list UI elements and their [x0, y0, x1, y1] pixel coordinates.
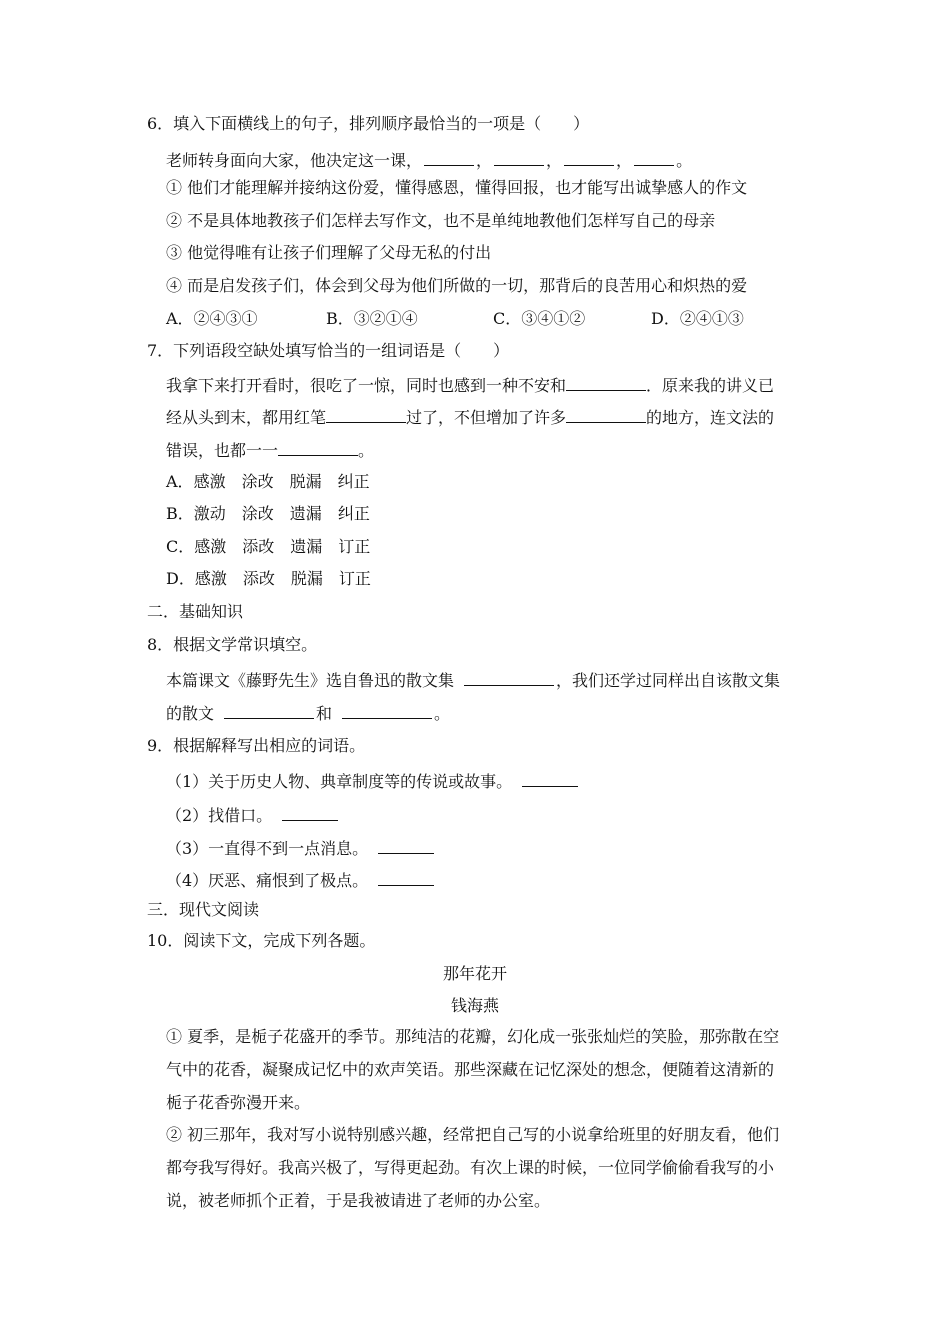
q6-blank-4	[634, 149, 674, 166]
q7-text: 过了，不但增加了许多	[406, 408, 567, 427]
article-para-2-line-3: 说，被老师抓个正着，于是我被请进了老师的办公室。	[166, 1191, 551, 1210]
option-word: 激动	[193, 504, 226, 523]
q6-lead-line	[166, 149, 692, 172]
q7-text: 。	[358, 441, 375, 460]
q9-item-text: （2）找借口。	[166, 806, 273, 825]
article-para-1-line-3: 栀子花香弥漫开来。	[166, 1093, 311, 1112]
option-word: 遗漏	[290, 537, 323, 556]
q6-option-c[interactable]: C．③④①②	[493, 309, 586, 328]
q7-blank-3	[566, 406, 646, 423]
q6-blank-2	[494, 149, 544, 166]
q6-stem: 6．填入下面横线上的句子，排列顺序最恰当的一项是（ ）	[147, 114, 590, 133]
q9-blank-3	[378, 837, 434, 854]
q7-option-a[interactable]	[166, 471, 370, 493]
q9-stem: 9．根据解释写出相应的词语。	[147, 736, 366, 755]
option-word: 感激	[193, 472, 226, 491]
q8-text: ，我们还学过同样出自该散文集	[556, 671, 781, 690]
q9-item-1	[166, 770, 580, 793]
q7-stem: 7．下列语段空缺处填写恰当的一组词语是（ ）	[147, 341, 510, 360]
q9-item-4	[166, 869, 436, 892]
q8-line-2	[166, 702, 450, 725]
q9-item-text: （1）关于历史人物、典章制度等的传说或故事。	[166, 772, 513, 791]
article-para-1-line-1: ① 夏季，是栀子花盛开的季节。那纯洁的花瓣，幻化成一张张灿烂的笑脸，那弥散在空	[166, 1027, 780, 1046]
article-para-1-line-2: 气中的花香，凝聚成记忆中的欢声笑语。那些深藏在记忆深处的想念，便随着这清新的	[166, 1060, 775, 1079]
option-word: 订正	[338, 569, 371, 588]
q10-stem: 10．阅读下文，完成下列各题。	[147, 931, 376, 950]
q7-option-d[interactable]	[166, 568, 371, 590]
q8-text: 本篇课文《藤野先生》选自鲁迅的散文集	[166, 671, 455, 690]
q7-blank-1	[566, 374, 646, 391]
q7-option-c[interactable]	[166, 536, 370, 558]
option-letter: D．	[166, 569, 195, 588]
option-letter: C．	[166, 537, 195, 556]
option-word: 脱漏	[289, 472, 322, 491]
q7-option-b[interactable]	[166, 503, 370, 525]
q6-item-2: ② 不是具体地教孩子们怎样去写作文，也不是单纯地教他们怎样写自己的母亲	[166, 211, 716, 230]
q6-sep: ，	[476, 151, 493, 170]
q6-lead: 老师转身面向大家，他决定这一课，	[166, 151, 423, 170]
q7-passage-line-2	[166, 406, 774, 429]
q6-options	[166, 308, 744, 330]
option-word: 纠正	[337, 504, 370, 523]
q6-option-a[interactable]: A．②④③①	[166, 309, 258, 328]
option-word: 添改	[242, 537, 275, 556]
q9-item-3	[166, 837, 436, 860]
q8-blank-2	[224, 702, 314, 719]
article-author: 钱海燕	[450, 996, 499, 1015]
section-heading-2: 二．基础知识	[147, 602, 244, 621]
q9-item-text: （4）厌恶、痛恨到了极点。	[166, 871, 369, 890]
q6-sep: ，	[546, 151, 563, 170]
q9-blank-4	[378, 869, 434, 886]
option-letter: B．	[166, 504, 194, 523]
option-word: 脱漏	[290, 569, 323, 588]
option-word: 遗漏	[289, 504, 322, 523]
q7-text: 经从头到末，都用红笔	[166, 408, 327, 427]
q7-text: 的地方，连文法的	[646, 408, 775, 427]
q8-text: 的散文	[166, 704, 215, 723]
q7-blank-2	[326, 406, 406, 423]
section-heading-3: 三．现代文阅读	[147, 900, 260, 919]
q6-item-1: ① 他们才能理解并接纳这份爱，懂得感恩，懂得回报，也才能写出诚挚感人的作文	[166, 178, 748, 197]
article-para-2-line-2: 都夸我写得好。我高兴极了，写得更起劲。有次上课的时候，一位同学偷偷看我写的小	[166, 1158, 775, 1177]
q8-text: 。	[434, 704, 451, 723]
q8-blank-3	[342, 702, 432, 719]
option-word: 感激	[194, 569, 227, 588]
option-word: 纠正	[337, 472, 370, 491]
q7-text: 我拿下来打开看时，很吃了一惊，同时也感到一种不安和	[166, 376, 567, 395]
option-word: 订正	[338, 537, 371, 556]
q6-end: 。	[676, 151, 693, 170]
option-word: 涂改	[241, 472, 274, 491]
q8-text: 和	[316, 704, 333, 723]
q7-text: ．原来我的讲义已	[646, 376, 775, 395]
q7-text: 错误，也都一一	[166, 441, 279, 460]
q7-blank-4	[278, 439, 358, 456]
q7-passage-line-1	[166, 374, 774, 397]
q6-blank-3	[564, 149, 614, 166]
q8-line-1	[166, 669, 780, 692]
option-letter: A．	[166, 472, 194, 491]
q6-sep: ，	[616, 151, 633, 170]
option-word: 涂改	[241, 504, 274, 523]
q6-item-3: ③ 他觉得唯有让孩子们理解了父母无私的付出	[166, 243, 492, 262]
q9-blank-2	[282, 804, 338, 821]
q6-option-b[interactable]: B．③②①④	[326, 309, 418, 328]
option-word: 感激	[194, 537, 227, 556]
q6-blank-1	[424, 149, 474, 166]
option-word: 添改	[242, 569, 275, 588]
article-title: 那年花开	[442, 964, 507, 983]
q9-item-text: （3）一直得不到一点消息。	[166, 839, 369, 858]
q7-passage-line-3	[166, 439, 374, 462]
q9-item-2	[166, 804, 340, 827]
q6-item-4: ④ 而是启发孩子们，体会到父母为他们所做的一切，那背后的良苦用心和炽热的爱	[166, 276, 748, 295]
q9-blank-1	[522, 770, 578, 787]
q6-option-d[interactable]: D．②④①③	[651, 309, 744, 328]
article-para-2-line-1: ② 初三那年，我对写小说特别感兴趣，经常把自己写的小说拿给班里的好朋友看，他们	[166, 1125, 780, 1144]
q8-blank-1	[464, 669, 554, 686]
q8-stem: 8．根据文学常识填空。	[147, 635, 318, 654]
